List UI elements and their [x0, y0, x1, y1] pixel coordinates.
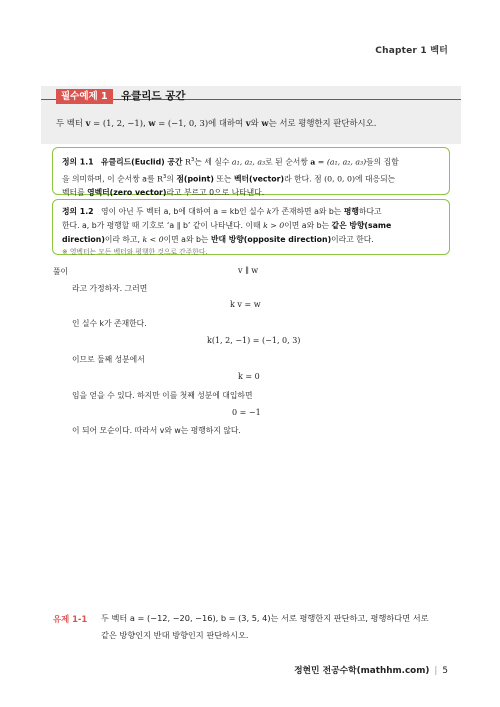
definition-1-1-label: 정의 1.1 — [62, 157, 94, 167]
exercise-line-1: 두 벡터 a = (−12, −20, −16), b = (3, 5, 4)는 서로 평행한지 판단하고, 평행하다면 서로 — [101, 613, 429, 623]
solution-text-5: 이 되어 모순이다. 따라서 v와 w는 평행하지 않다. — [72, 426, 241, 435]
definition-1-1-line-2: 을 의미하며, 이 순서쌍 a를 $R^3$의 점(point) 또는 벡터(vector)라 한다. 점 (0, 0, 0)에 대응되는 — [62, 173, 396, 184]
solution-eq-1: v ∥ w — [238, 266, 259, 275]
solution-eq-4: k = 0 — [238, 372, 260, 381]
definition-1-1-box — [52, 147, 450, 198]
definition-1-1-line-1: 정의 1.1 유클리드(Euclid) 공간 $R^3$는 세 실수 a₁, a₂, a₃로 된 순서쌍 a = (a₁, a₂, a₃)들의 집합 — [62, 157, 399, 167]
footer-separator: | — [434, 666, 438, 676]
problem-title: 유클리드 공간 — [121, 90, 186, 102]
definition-1-2-line-2: 한다. a, b가 평행할 때 기호로 ‘a ∥ b’ 같이 나타낸다. 이때 k > 0이면 a와 b는 같은 방향(same — [62, 221, 392, 230]
solution-eq-3: k(1, 2, −1) = (−1, 0, 3) — [207, 336, 301, 345]
definition-1-1-title: 유클리드(Euclid) 공간 — [101, 157, 183, 167]
problem-tag: 필수예제 1 — [56, 89, 113, 104]
solution-eq-2: k v = w — [230, 300, 261, 309]
definition-1-2-line-1: 정의 1.2 영이 아닌 두 벡터 a, b에 대하여 a = kb인 실수 k가 존재하면 a와 b는 평행하다고 — [62, 207, 382, 216]
definition-1-1-line-3: 벡터를 영벡터(zero vector)라고 부르고 0으로 나타낸다. — [62, 188, 265, 198]
definition-1-2-label: 정의 1.2 — [62, 207, 94, 216]
footer-brand: 정현민 전공수학(mathhm.com) — [294, 666, 430, 676]
definition-1-2-line-3: direction)이라 하고, k < 0이면 a와 b는 반대 방향(opposite direction)이라고 한다. — [62, 235, 374, 244]
definition-1-2-box — [52, 199, 450, 255]
problem-statement: 두 벡터 v = (1, 2, −1), w = (−1, 0, 3)에 대하여 v와 w는 서로 평행한지 판단하시오. — [56, 118, 377, 128]
exercise-line-2: 같은 방향인지 반대 방향인지 판단하시오. — [101, 630, 249, 640]
solution-label: 풀이 — [53, 267, 69, 276]
solution-text-4: 임을 얻을 수 있다. 하지만 이를 첫째 성분에 대입하면 — [72, 391, 253, 400]
page-footer — [294, 663, 448, 676]
solution-text-1: 라고 가정하자. 그러면 — [72, 284, 148, 293]
exercise-label: 유제 1-1 — [53, 614, 88, 624]
definition-1-2-note: ※ 영벡터는 모든 벡터와 평행한 것으로 간주한다. — [62, 248, 208, 256]
solution-eq-5: 0 = −1 — [232, 408, 261, 417]
page-number: 5 — [442, 666, 448, 676]
solution-text-3: 이므로 둘째 성분에서 — [72, 355, 145, 364]
chapter-heading: Chapter 1 벡터 — [375, 46, 448, 56]
solution-text-2: 인 실수 k가 존재한다. — [72, 319, 147, 328]
